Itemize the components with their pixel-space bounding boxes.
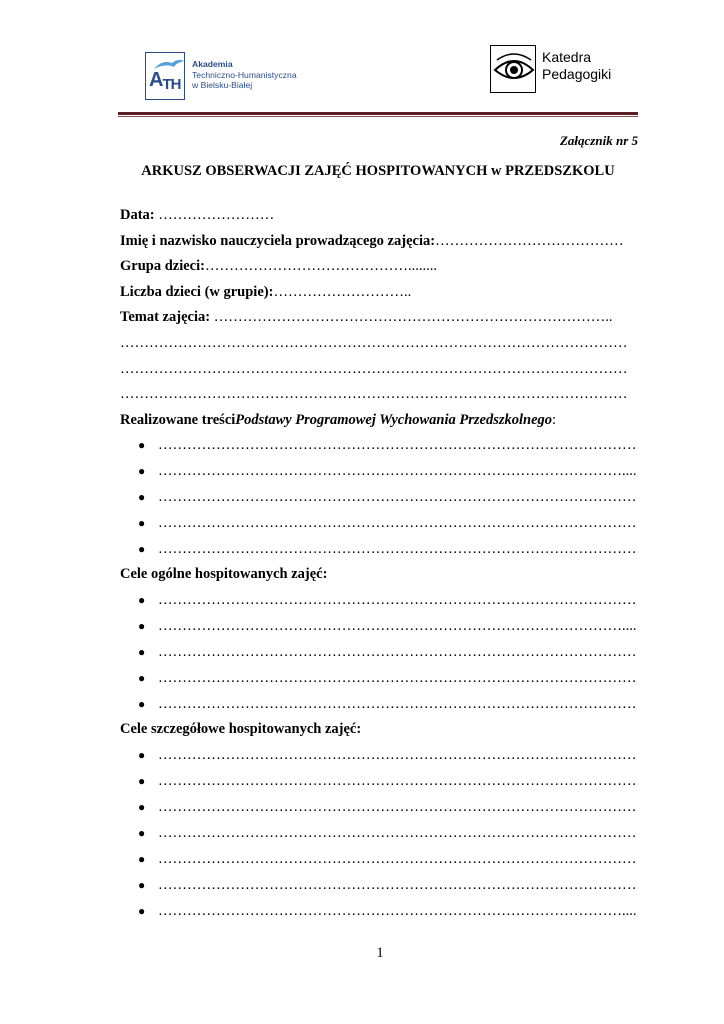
katedra-logo bbox=[490, 45, 630, 97]
count-field bbox=[120, 283, 411, 301]
page-number: 1 bbox=[376, 945, 384, 961]
list-item bbox=[138, 591, 637, 609]
header-divider bbox=[118, 112, 638, 115]
teacher-label: Imię i nazwisko nauczyciela prowadzącego zajęcia: bbox=[120, 233, 436, 249]
list-item bbox=[138, 643, 637, 661]
document-title: ARKUSZ OBSERWACJI ZAJĘĆ HOSPITOWANYCH w PRZEDSZKOLU bbox=[141, 163, 615, 179]
bullet-icon: ● bbox=[138, 800, 146, 814]
katedra-name bbox=[542, 49, 611, 83]
ath-name-line: w Bielsku-Białej bbox=[192, 80, 253, 90]
bullet-icon: ● bbox=[138, 464, 146, 478]
general-goals-heading bbox=[120, 565, 327, 583]
list-item bbox=[138, 824, 637, 842]
list-item-dots: ……………………………………………………………………………………… bbox=[158, 825, 637, 841]
topic-dots: ……………………………………………………………………….. bbox=[210, 309, 613, 325]
group-label: Grupa dzieci: bbox=[120, 258, 205, 274]
list-item bbox=[138, 617, 637, 635]
list-item bbox=[138, 746, 637, 764]
date-dots: …………………… bbox=[154, 207, 275, 223]
bullet-icon: ● bbox=[138, 697, 146, 711]
ath-logo bbox=[145, 52, 295, 104]
ath-logo-mark bbox=[145, 52, 185, 100]
bullet-icon: ● bbox=[138, 438, 146, 452]
content-label-colon: : bbox=[552, 412, 557, 428]
header-divider-thin bbox=[118, 116, 638, 117]
list-item-dots: ……………………………………………………………………………………… bbox=[158, 851, 637, 867]
bullet-icon: ● bbox=[138, 516, 146, 530]
list-item-dots: …………………………………………………………………………………….... bbox=[158, 463, 637, 479]
list-item-dots: ……………………………………………………………………………………… bbox=[158, 592, 637, 608]
attachment-label: Załącznik nr 5 bbox=[559, 133, 638, 148]
bullet-icon: ● bbox=[138, 593, 146, 607]
list-item-dots: …………………………………………………………………………………….... bbox=[158, 618, 637, 634]
bullet-icon: ● bbox=[138, 852, 146, 866]
list-item-dots: …………………………………………………………………………………….... bbox=[158, 903, 637, 919]
bullet-icon: ● bbox=[138, 904, 146, 918]
bullet-icon: ● bbox=[138, 878, 146, 892]
list-item-dots: ……………………………………………………………………………………… bbox=[158, 696, 637, 712]
bullet-icon: ● bbox=[138, 542, 146, 556]
topic-line: …………………………………………………………………………………………… bbox=[120, 335, 628, 351]
bullet-icon: ● bbox=[138, 826, 146, 840]
bullet-icon: ● bbox=[138, 774, 146, 788]
list-item-dots: ……………………………………………………………………………………… bbox=[158, 877, 637, 893]
katedra-name-line: Katedra bbox=[542, 49, 592, 65]
list-item bbox=[138, 514, 637, 532]
list-item-dots: ……………………………………………………………………………………… bbox=[158, 747, 637, 763]
list-item bbox=[138, 540, 637, 558]
list-item bbox=[138, 695, 637, 713]
bullet-icon: ● bbox=[138, 645, 146, 659]
specific-goals-label: Cele szczegółowe hospitowanych zajęć: bbox=[120, 721, 362, 737]
group-field bbox=[120, 257, 437, 275]
bullet-icon: ● bbox=[138, 619, 146, 633]
list-item-dots: ……………………………………………………………………………………… bbox=[158, 437, 637, 453]
list-item bbox=[138, 462, 637, 480]
ath-letters: ATH bbox=[149, 69, 181, 93]
bullet-icon: ● bbox=[138, 748, 146, 762]
list-item bbox=[138, 902, 637, 920]
list-item bbox=[138, 436, 637, 454]
topic-line: …………………………………………………………………………………………… bbox=[120, 386, 628, 402]
list-item bbox=[138, 669, 637, 687]
katedra-name-line: Pedagogiki bbox=[542, 66, 612, 82]
list-item-dots: ……………………………………………………………………………………… bbox=[158, 489, 637, 505]
count-dots: ……………………….. bbox=[273, 284, 412, 300]
count-label: Liczba dzieci (w grupie): bbox=[120, 284, 274, 300]
content-label-italic: Podstawy Programowej Wychowania Przedszkolnego bbox=[235, 412, 553, 428]
specific-goals-heading bbox=[120, 720, 361, 738]
ath-name bbox=[192, 59, 297, 91]
content-heading bbox=[120, 411, 556, 429]
topic-line: …………………………………………………………………………………………… bbox=[120, 361, 628, 377]
list-item bbox=[138, 488, 637, 506]
list-item-dots: ……………………………………………………………………………………… bbox=[158, 644, 637, 660]
general-goals-label: Cele ogólne hospitowanych zajęć: bbox=[120, 566, 328, 582]
bullet-icon: ● bbox=[138, 490, 146, 504]
list-item-dots: ……………………………………………………………………………………… bbox=[158, 799, 637, 815]
date-label: Data: bbox=[120, 207, 155, 223]
bullet-icon: ● bbox=[138, 671, 146, 685]
teacher-field bbox=[120, 232, 624, 250]
eye-icon bbox=[491, 46, 537, 94]
teacher-dots: ………………………………… bbox=[435, 233, 624, 249]
list-item bbox=[138, 850, 637, 868]
content-label: Realizowane treści bbox=[120, 412, 236, 428]
list-item-dots: ……………………………………………………………………………………… bbox=[158, 541, 637, 557]
eye-logo bbox=[490, 45, 536, 93]
list-item-dots: ……………………………………………………………………………………… bbox=[158, 773, 637, 789]
ath-name-line: Techniczno-Humanistyczna bbox=[192, 69, 297, 80]
list-item bbox=[138, 798, 637, 816]
list-item-dots: ……………………………………………………………………………………… bbox=[158, 515, 637, 531]
topic-field bbox=[120, 308, 612, 326]
list-item-dots: ……………………………………………………………………………………… bbox=[158, 670, 637, 686]
ath-name-line: Akademia bbox=[192, 59, 233, 69]
list-item bbox=[138, 876, 637, 894]
group-dots: ……………………………………........ bbox=[204, 258, 437, 274]
topic-label: Temat zajęcia: bbox=[120, 309, 211, 325]
date-field bbox=[120, 206, 274, 224]
list-item bbox=[138, 772, 637, 790]
